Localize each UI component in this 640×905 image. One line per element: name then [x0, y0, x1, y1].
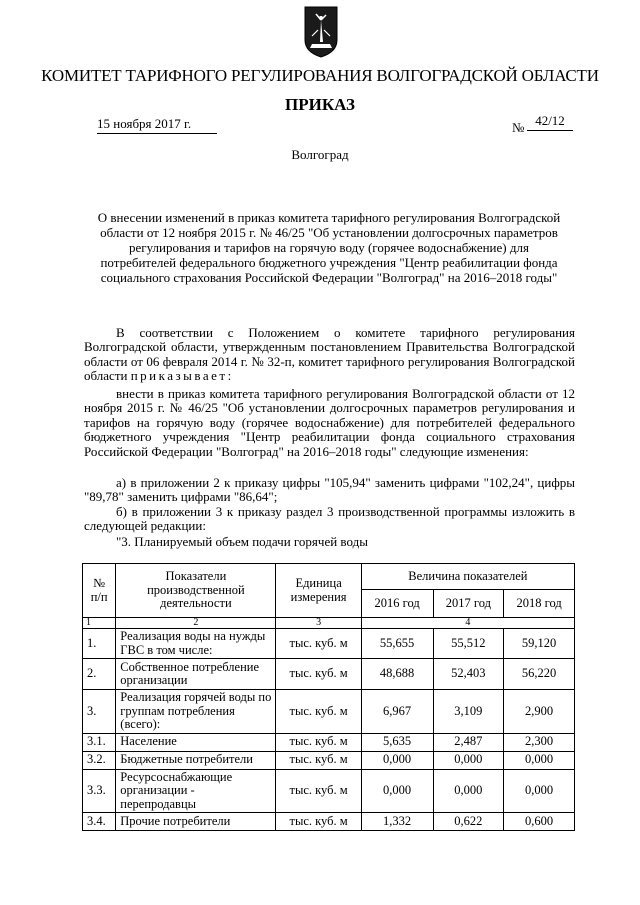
row-value-2016: 1,332 [361, 813, 433, 831]
row-unit: тыс. куб. м [276, 813, 361, 831]
row-unit: тыс. куб. м [276, 629, 361, 659]
organization-name: КОМИТЕТ ТАРИФНОГО РЕГУЛИРОВАНИЯ ВОЛГОГРАДСКОЙ ОБЛАСТИ [41, 66, 599, 85]
paragraph-preamble [84, 326, 575, 384]
row-name: Ресурсоснабжающие организации - перепродавцы [116, 769, 276, 813]
row-name: Бюджетные потребители [116, 751, 276, 769]
col-index: 2 [116, 618, 276, 629]
table-row [83, 659, 575, 690]
row-value-2018: 59,120 [504, 629, 575, 659]
table-row [83, 751, 575, 769]
document-number: 42/12 [527, 113, 573, 131]
row-value-2018: 2,900 [504, 690, 575, 734]
row-value-2018: 2,300 [504, 733, 575, 751]
row-num: 3.2. [83, 751, 116, 769]
header-value-group: Величина показателей [361, 564, 574, 590]
paragraph-amendment: внести в приказ комитета тарифного регулирования Волгоградской области от 12 ноября 2015 г. № 46/25 "Об установлении долгосрочных параметров регулирования и тарифов на горячую воду (горячее водоснабжение) для потребителей федерального бюджетного учреждения "Центр реабилитации фонда социального страхования Российской Федерации "Волгоград" на 2016–2018 годы" следующие изменения: [84, 386, 575, 459]
row-value-2017: 0,000 [433, 769, 504, 813]
table-row [83, 813, 575, 831]
row-unit: тыс. куб. м [276, 659, 361, 690]
row-num: 3.3. [83, 769, 116, 813]
row-unit: тыс. куб. м [276, 769, 361, 813]
row-value-2018: 56,220 [504, 659, 575, 690]
row-name: Реализация воды на нужды ГВС в том числе: [116, 629, 276, 659]
table-row [83, 733, 575, 751]
row-num: 1. [83, 629, 116, 659]
header-year-2017: 2017 год [433, 590, 504, 618]
section-heading: "3. Планируемый объем подачи горячей воды [116, 534, 368, 549]
document-type: ПРИКАЗ [285, 95, 355, 114]
header-year-2016: 2016 год [361, 590, 433, 618]
preamble-order-word: приказывает: [130, 368, 234, 384]
row-value-2016: 0,000 [361, 751, 433, 769]
row-name: Реализация горячей воды по группам потребления (всего): [116, 690, 276, 734]
coat-of-arms-icon [304, 6, 338, 58]
number-label: № [512, 120, 525, 135]
row-value-2016: 0,000 [361, 769, 433, 813]
row-value-2016: 5,635 [361, 733, 433, 751]
row-value-2016: 6,967 [361, 690, 433, 734]
row-value-2018: 0,600 [504, 813, 575, 831]
row-unit: тыс. куб. м [276, 751, 361, 769]
row-value-2018: 0,000 [504, 751, 575, 769]
row-value-2016: 48,688 [361, 659, 433, 690]
header-indicator: Показатели производственной деятельности [116, 564, 276, 618]
row-num: 3.4. [83, 813, 116, 831]
volume-table [82, 563, 575, 831]
col-index: 4 [361, 618, 574, 629]
row-name: Собственное потребление организации [116, 659, 276, 690]
col-index: 1 [83, 618, 116, 629]
row-value-2017: 52,403 [433, 659, 504, 690]
row-name: Прочие потребители [116, 813, 276, 831]
preamble-text: В соответствии с Положением о комитете тарифного регулирования Волгоградской области, утвержденным постановлением Правительства Волгоградской области от 06 февраля 2014 г. № 32-п, комитет тарифного регулирования Волгоградской области [84, 325, 575, 384]
header-year-2018: 2018 год [504, 590, 575, 618]
paragraph-item-a: а) в приложении 2 к приказу цифры "105,94" заменить цифрами "102,24", цифры "89,78" заменить цифрами "86,64"; [84, 475, 575, 505]
row-unit: тыс. куб. м [276, 733, 361, 751]
row-num: 2. [83, 659, 116, 690]
col-index: 3 [276, 618, 361, 629]
table-row [83, 629, 575, 659]
row-unit: тыс. куб. м [276, 690, 361, 734]
row-value-2017: 55,512 [433, 629, 504, 659]
document-date: 15 ноября 2017 г. [97, 116, 217, 134]
row-value-2018: 0,000 [504, 769, 575, 813]
table-row [83, 769, 575, 813]
row-value-2016: 55,655 [361, 629, 433, 659]
row-value-2017: 0,000 [433, 751, 504, 769]
document-subject: О внесении изменений в приказ комитета тарифного регулирования Волгоградской области от 12 ноября 2015 г. № 46/25 "Об установлении долгосрочных параметров регулирования и тарифов на горячую воду (горячее водоснабжение) для потребителей федерального бюджетного учреждения "Центр реабилитации фонда социального страхования Российской Федерации "Волгоград" на 2016–2018 годы" [97, 210, 561, 285]
header-unit: Единица измерения [276, 564, 361, 618]
row-value-2017: 0,622 [433, 813, 504, 831]
paragraph-item-b: б) в приложении 3 к приказу раздел 3 производственной программы изложить в следующей редакции: [84, 504, 575, 534]
table-row [83, 690, 575, 734]
row-value-2017: 3,109 [433, 690, 504, 734]
document-city: Волгоград [291, 147, 349, 162]
header-num: № п/п [83, 564, 116, 618]
row-num: 3. [83, 690, 116, 734]
row-value-2017: 2,487 [433, 733, 504, 751]
row-name: Население [116, 733, 276, 751]
row-num: 3.1. [83, 733, 116, 751]
